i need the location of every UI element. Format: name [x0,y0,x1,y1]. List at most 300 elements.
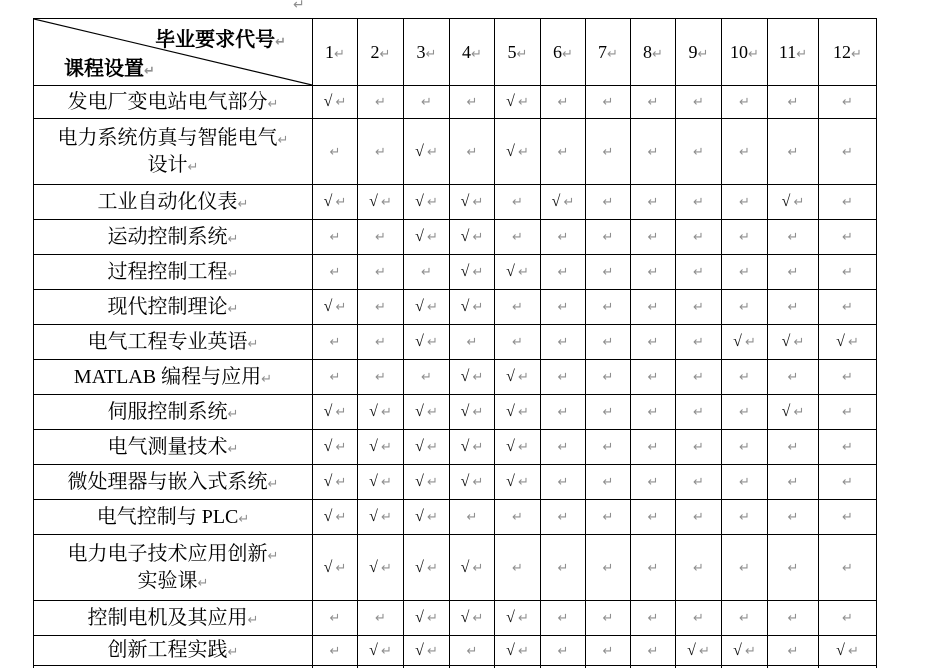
empty-cell [313,636,358,666]
empty-cell [676,255,722,290]
return-mark: ↵ [197,575,209,591]
return-mark: ↵ [602,195,614,210]
empty-cell [631,220,676,255]
return-mark: ↵ [602,475,614,490]
requirement-code-number: 9 [688,41,698,62]
return-mark: ↵ [557,440,569,455]
empty-cell [586,636,631,666]
return-mark: ↵ [739,370,750,385]
return-mark: ↵ [466,335,478,350]
empty-cell [631,535,676,601]
course-row [34,220,877,255]
empty-cell [541,601,586,636]
return-mark: ↵ [842,611,853,626]
return-mark: ↵ [557,560,569,576]
return-mark: ↵ [517,370,529,385]
return-mark: ↵ [693,144,704,160]
check-mark: √ [323,473,333,490]
return-mark: ↵ [227,301,239,317]
course-setup-label: 课程设置 [64,58,144,80]
return-mark: ↵ [466,510,478,525]
empty-cell [495,220,541,255]
empty-cell [722,119,768,185]
empty-cell [631,636,676,666]
checked-cell [313,535,358,601]
check-mark: √ [460,473,470,490]
check-mark: √ [836,641,845,659]
return-mark: ↵ [557,643,569,659]
empty-cell [541,325,586,360]
requirement-code-number: 6 [553,41,563,62]
return-mark: ↵ [380,405,392,420]
course-name: 过程控制工程 [107,260,228,283]
checked-cell [404,395,450,430]
return-mark: ↵ [380,195,392,210]
return-mark: ↵ [793,335,805,350]
return-mark: ↵ [472,195,484,210]
return-mark: ↵ [739,440,750,455]
check-mark: √ [836,333,845,350]
return-mark: ↵ [693,510,704,525]
return-mark: ↵ [602,95,614,110]
requirement-code-number: 4 [462,41,472,62]
course-row [34,185,877,220]
empty-cell [586,325,631,360]
check-mark: √ [506,368,515,385]
empty-cell [450,500,495,535]
header-top-label-wrap [155,23,286,52]
return-mark: ↵ [335,475,347,490]
empty-cell [768,535,819,601]
empty-cell [495,535,541,601]
check-mark: √ [687,641,696,659]
empty-cell [631,185,676,220]
return-mark: ↵ [739,195,750,210]
empty-cell [631,430,676,465]
check-mark: √ [415,438,424,455]
return-mark: ↵ [517,643,529,659]
empty-cell [586,601,631,636]
return-mark: ↵ [329,335,341,350]
check-mark: √ [460,368,470,385]
return-mark: ↵ [517,144,529,160]
check-mark: √ [460,438,470,455]
return-mark: ↵ [607,46,618,62]
check-mark: √ [323,558,333,576]
return-mark: ↵ [375,265,386,280]
return-mark: ↵ [335,195,347,210]
return-mark: ↵ [647,440,659,455]
return-mark: ↵ [335,440,347,455]
empty-cell [676,601,722,636]
empty-cell [631,465,676,500]
return-mark: ↵ [693,95,704,110]
empty-cell [586,465,631,500]
empty-cell [819,119,877,185]
requirement-code-header-3 [404,19,450,86]
course-name: 控制电机及其应用 [87,606,248,629]
empty-cell [722,601,768,636]
empty-cell [358,360,404,395]
return-mark: ↵ [329,265,341,280]
empty-cell [541,220,586,255]
checked-cell [495,255,541,290]
requirement-code-header-11 [768,19,819,86]
empty-cell [768,290,819,325]
return-mark: ↵ [647,230,659,245]
empty-cell [404,360,450,395]
course-requirement-matrix [33,18,877,668]
return-mark: ↵ [472,475,484,490]
return-mark: ↵ [380,440,392,455]
empty-cell [722,395,768,430]
return-mark: ↵ [842,230,853,245]
course-row [34,395,877,430]
check-mark: √ [506,263,515,280]
course-name: 电力电子技术应用创新 [67,542,268,565]
return-mark: ↵ [787,560,799,576]
checked-cell [358,465,404,500]
empty-cell [358,119,404,185]
course-name: 电气工程专业英语 [87,330,248,353]
return-mark: ↵ [517,440,529,455]
course-name: 电力系统仿真与智能电气 [57,126,278,149]
empty-cell [313,119,358,185]
course-row [34,290,877,325]
empty-cell [541,500,586,535]
empty-cell [450,325,495,360]
return-mark: ↵ [744,643,756,659]
check-mark: √ [551,193,561,210]
return-mark: ↵ [647,144,659,160]
empty-cell [495,290,541,325]
empty-cell [768,360,819,395]
checked-cell [358,395,404,430]
check-mark: √ [781,333,791,350]
checked-cell [404,500,450,535]
return-mark: ↵ [466,144,478,160]
checked-cell [541,185,586,220]
return-mark: ↵ [842,440,853,455]
return-mark: ↵ [787,643,799,659]
return-mark: ↵ [796,46,808,62]
return-mark: ↵ [329,611,341,626]
empty-cell [631,360,676,395]
return-mark: ↵ [466,95,478,110]
return-mark: ↵ [472,611,484,626]
course-name-cell [34,430,313,465]
empty-cell [358,290,404,325]
empty-cell [631,290,676,325]
return-mark: ↵ [647,611,659,626]
return-mark: ↵ [847,643,859,659]
checked-cell [313,86,358,119]
course-name: 伺服控制系统 [107,400,228,423]
return-mark: ↵ [842,144,853,160]
return-mark: ↵ [842,195,853,210]
check-mark: √ [415,298,424,315]
requirement-code-header-8 [631,19,676,86]
course-name-cell [34,465,313,500]
empty-cell [631,500,676,535]
return-mark: ↵ [739,300,750,315]
check-mark: √ [460,193,470,210]
return-mark: ↵ [267,548,279,564]
course-name-cell [34,119,313,185]
empty-cell [631,119,676,185]
return-mark: ↵ [227,266,239,282]
return-mark: ↵ [380,475,392,490]
empty-cell [450,119,495,185]
return-mark: ↵ [517,405,529,420]
check-mark: √ [506,403,515,420]
checked-cell [768,325,819,360]
requirement-code-number: 3 [416,41,426,62]
empty-cell [541,86,586,119]
return-mark: ↵ [693,475,704,490]
return-mark: ↵ [842,95,853,110]
course-name-cell [34,325,313,360]
return-mark: ↵ [557,510,569,525]
return-mark: ↵ [426,560,438,576]
return-mark: ↵ [557,230,569,245]
empty-cell [358,255,404,290]
return-mark: ↵ [787,611,799,626]
course-name-cell [34,185,313,220]
empty-cell [768,500,819,535]
empty-cell [631,325,676,360]
return-mark: ↵ [602,643,614,659]
return-mark: ↵ [472,300,484,315]
course-name: 实验课 [137,569,198,592]
check-mark: √ [415,142,424,160]
return-mark: ↵ [693,230,704,245]
empty-cell [631,395,676,430]
empty-cell [768,430,819,465]
return-mark: ↵ [472,560,484,576]
checked-cell [768,185,819,220]
return-mark: ↵ [787,230,799,245]
checked-cell [358,535,404,601]
return-mark: ↵ [557,370,569,385]
return-mark: ↵ [512,300,523,315]
check-mark: √ [323,403,333,420]
return-mark: ↵ [557,475,569,490]
return-mark: ↵ [472,230,484,245]
check-mark: √ [323,93,333,110]
checked-cell [404,636,450,666]
return-mark: ↵ [842,475,853,490]
course-name-cell [34,86,313,119]
empty-cell [358,220,404,255]
return-mark: ↵ [557,265,569,280]
empty-cell [450,86,495,119]
empty-cell [541,255,586,290]
check-mark: √ [733,333,742,350]
check-mark: √ [415,508,424,525]
empty-cell [676,430,722,465]
return-mark: ↵ [472,405,484,420]
return-mark: ↵ [335,405,347,420]
empty-cell [819,395,877,430]
empty-cell [676,465,722,500]
checked-cell [495,395,541,430]
return-mark: ↵ [739,230,750,245]
check-mark: √ [323,508,333,525]
checked-cell [450,360,495,395]
checked-cell [313,290,358,325]
course-row [34,465,877,500]
check-mark: √ [369,403,378,420]
empty-cell [768,220,819,255]
return-mark: ↵ [375,95,386,110]
check-mark: √ [415,228,424,245]
check-mark: √ [460,263,470,280]
empty-cell [768,465,819,500]
course-row [34,86,877,119]
return-mark: ↵ [739,510,750,525]
return-mark: ↵ [375,300,386,315]
return-mark: ↵ [426,510,438,525]
checked-cell [495,430,541,465]
return-mark: ↵ [602,405,614,420]
empty-cell [313,360,358,395]
checked-cell [313,465,358,500]
return-mark: ↵ [739,144,750,160]
return-mark: ↵ [466,643,478,659]
checked-cell [358,185,404,220]
empty-cell [819,465,877,500]
return-mark: ↵ [557,405,569,420]
empty-cell [358,601,404,636]
check-mark: √ [506,438,515,455]
return-mark: ↵ [647,370,659,385]
return-mark: ↵ [187,159,199,175]
return-mark: ↵ [517,95,529,110]
return-mark: ↵ [557,300,569,315]
empty-cell [676,325,722,360]
return-mark: ↵ [517,475,529,490]
return-mark: ↵ [426,611,438,626]
empty-cell [541,360,586,395]
return-mark: ↵ [647,510,659,525]
checked-cell [450,290,495,325]
empty-cell [631,86,676,119]
return-mark: ↵ [375,144,386,160]
checked-cell [768,395,819,430]
course-row [34,430,877,465]
return-mark: ↵ [517,611,529,626]
return-mark: ↵ [647,405,659,420]
return-mark: ↵ [787,370,799,385]
course-row [34,119,877,185]
empty-cell [358,325,404,360]
return-mark: ↵ [421,265,432,280]
return-mark: ↵ [557,95,569,110]
paragraph-return-mark: ↵ [293,0,305,13]
requirement-code-header-6 [541,19,586,86]
empty-cell [586,500,631,535]
empty-cell [586,119,631,185]
return-mark: ↵ [380,560,392,576]
empty-cell [819,220,877,255]
return-mark: ↵ [275,35,286,50]
checked-cell [450,465,495,500]
empty-cell [768,119,819,185]
return-mark: ↵ [647,560,659,576]
empty-cell [819,601,877,636]
return-mark: ↵ [334,46,345,62]
check-mark: √ [369,473,378,490]
checked-cell [450,395,495,430]
check-mark: √ [506,609,515,626]
return-mark: ↵ [426,405,438,420]
course-name: 工业自动化仪表 [97,190,238,213]
return-mark: ↵ [472,265,484,280]
check-mark: √ [369,558,378,576]
return-mark: ↵ [144,64,155,79]
empty-cell [541,465,586,500]
empty-cell [586,220,631,255]
empty-cell [722,185,768,220]
course-name: 电气测量技术 [107,435,228,458]
check-mark: √ [323,193,333,210]
empty-cell [722,535,768,601]
return-mark: ↵ [261,371,273,387]
empty-cell [819,535,877,601]
checked-cell [358,636,404,666]
empty-cell [450,636,495,666]
requirement-code-header-5 [495,19,541,86]
checked-cell [404,430,450,465]
empty-cell [495,185,541,220]
check-mark: √ [323,438,333,455]
requirement-code-header-9 [676,19,722,86]
requirement-code-number: 11 [778,41,797,62]
return-mark: ↵ [602,300,614,315]
empty-cell [768,86,819,119]
return-mark: ↵ [748,46,759,62]
checked-cell [495,636,541,666]
empty-cell [722,255,768,290]
empty-cell [722,500,768,535]
return-mark: ↵ [647,475,659,490]
return-mark: ↵ [329,144,341,160]
checked-cell [495,601,541,636]
check-mark: √ [369,641,378,659]
checked-cell [495,465,541,500]
empty-cell [586,185,631,220]
return-mark: ↵ [602,611,614,626]
checked-cell [450,535,495,601]
return-mark: ↵ [787,510,799,525]
return-mark: ↵ [693,560,704,576]
course-name-cell [34,220,313,255]
check-mark: √ [733,641,742,659]
check-mark: √ [323,298,333,315]
checked-cell [495,119,541,185]
checked-cell [404,535,450,601]
course-name-cell [34,535,313,601]
return-mark: ↵ [744,335,756,350]
course-row [34,636,877,666]
return-mark: ↵ [793,405,805,420]
course-row [34,535,877,601]
return-mark: ↵ [227,406,239,422]
check-mark: √ [506,473,515,490]
return-mark: ↵ [693,335,704,350]
check-mark: √ [781,193,791,210]
